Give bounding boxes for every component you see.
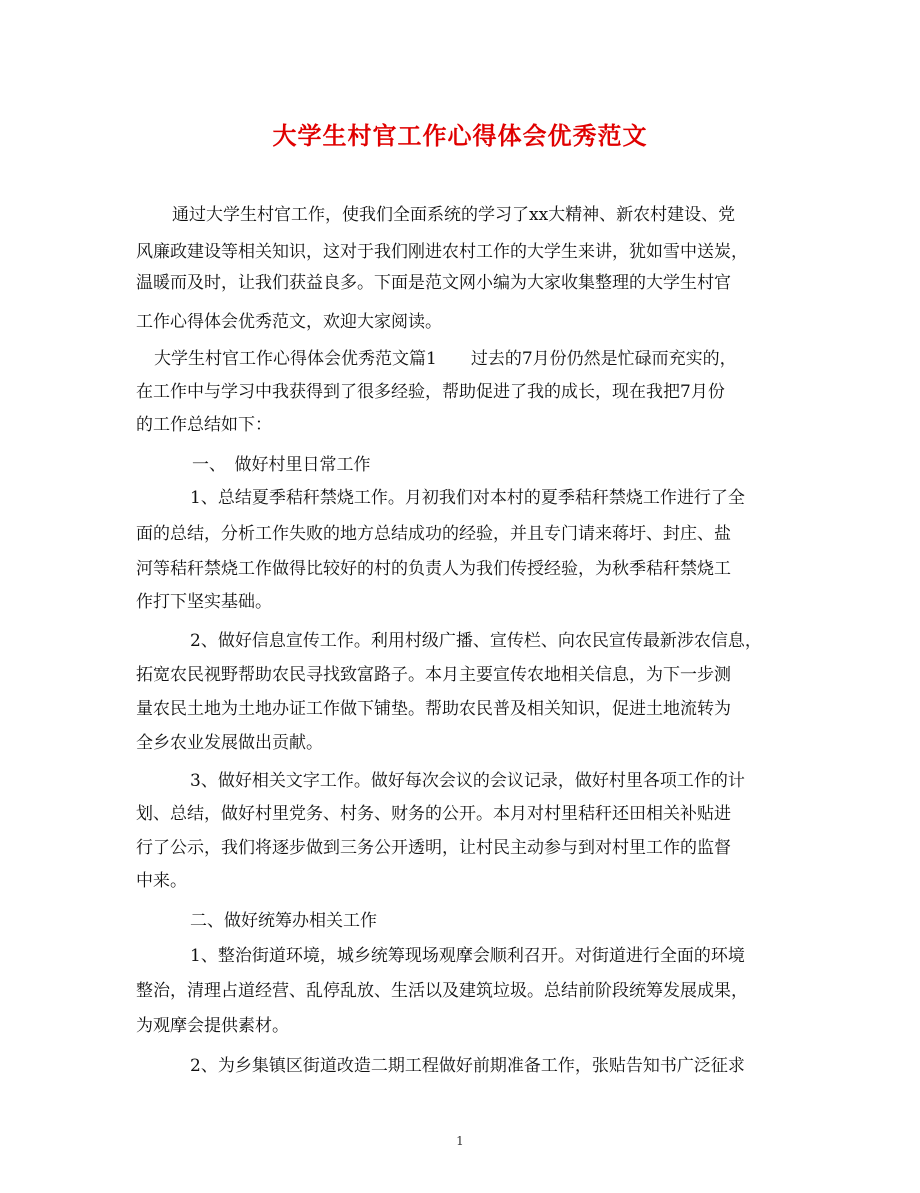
section-heading: 一、 做好村里日常工作 <box>192 455 371 475</box>
body-line: 划、总结，做好村里党务、村务、财务的公开。本月对村里秸秆还田相关补贴进 <box>136 804 731 824</box>
body-line: 整治，清理占道经营、乱停乱放、生活以及建筑垃圾。总结前阶段统筹发展成果， <box>136 981 748 1001</box>
body-line: 风廉政建设等相关知识，这对于我们刚进农村工作的大学生来讲，犹如雪中送炭， <box>136 242 748 262</box>
body-line: 1、总结夏季秸秆禁烧工作。月初我们对本村的夏季秸秆禁烧工作进行了全 <box>190 488 745 508</box>
body-line: 量农民土地为土地办证工作做下铺垫。帮助农民普及相关知识，促进土地流转为 <box>136 699 731 719</box>
page-number: 1 <box>456 1134 464 1148</box>
section-heading: 二、做好统筹办相关工作 <box>190 911 377 931</box>
body-line: 河等秸秆禁烧工作做得比较好的村的负责人为我们传授经验，为秋季秸秆禁烧工 <box>136 559 731 579</box>
body-line: 面的总结，分析工作失败的地方总结成功的经验，并且专门请来蒋圩、封庄、盐 <box>136 524 731 544</box>
body-line: 在工作中与学习中我获得到了很多经验，帮助促进了我的成长，现在我把7月份 <box>136 382 725 402</box>
body-line: 作打下坚实基础。 <box>136 592 272 612</box>
body-line: 行了公示，我们将逐步做到三务公开透明，让村民主动参与到对村里工作的监督 <box>136 838 731 858</box>
body-line: 通过大学生村官工作，使我们全面系统的学习了xx大精神、新农村建设、党 <box>172 205 736 225</box>
body-line: 为观摩会提供素材。 <box>136 1016 289 1036</box>
body-line: 2、做好信息宣传工作。利用村级广播、宣传栏、向农民宣传最新涉农信息， <box>190 631 762 651</box>
body-line: 中来。 <box>136 871 187 891</box>
body-line: 的工作总结如下： <box>136 415 272 435</box>
body-line: 1、整治街道环境，城乡统筹现场观摩会顺利召开。对街道进行全面的环境 <box>190 946 745 966</box>
body-line: 温暖而及时，让我们获益良多。下面是范文网小编为大家收集整理的大学生村官 <box>136 273 731 293</box>
page-title: 大学生村官工作心得体会优秀范文 <box>272 121 648 150</box>
body-line: 拓宽农民视野帮助农民寻找致富路子。本月主要宣传农地相关信息，为下一步测 <box>136 665 731 685</box>
body-line: 全乡农业发展做出贡献。 <box>136 733 323 753</box>
body-line: 2、为乡集镇区街道改造二期工程做好前期准备工作，张贴告知书广泛征求 <box>190 1056 745 1076</box>
body-line: 工作心得体会优秀范文，欢迎大家阅读。 <box>136 312 442 332</box>
body-line: 大学生村官工作心得体会优秀范文篇1 过去的7月份仍然是忙碌而充实的， <box>154 349 737 369</box>
body-line: 3、做好相关文字工作。做好每次会议的会议记录，做好村里各项工作的计 <box>190 771 745 791</box>
